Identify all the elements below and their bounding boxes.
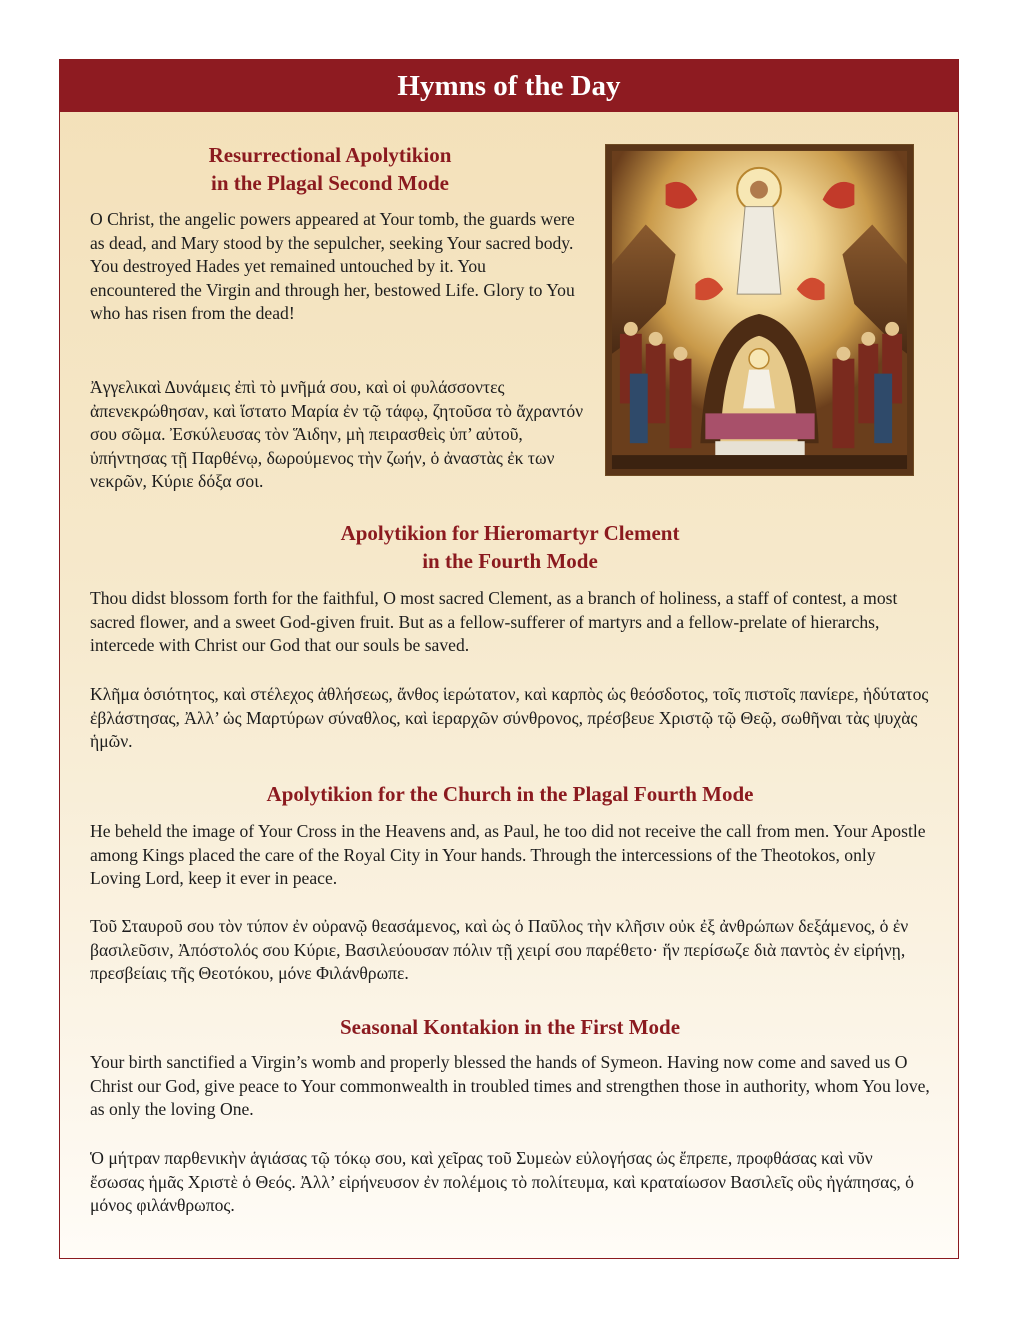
english-text: O Christ, the angelic powers appeared at Your tomb, the guards were as dead, and Mary stood by the sepulcher, seeking Your sacred body. You destroyed Hades yet remained untouched by it. You encountered the Virgin and through her, bestowed Life. Glory to You who has risen from the dead! (90, 209, 575, 324)
section-heading (90, 141, 570, 197)
greek-text: Τοῦ Σταυροῦ σου τὸν τύπον ἐν οὐρανῷ θεασάμενος, καὶ ὡς ὁ Παῦλος τὴν κλῆσιν οὐκ ἐξ ἀνθρώπων δεξάμενος, ὁ ἐν βασιλεῦσιν, Ἀπόστολός σου Κύριε, Βασιλεύουσαν πόλιν τῇ χειρί σου παρέθετο· ἥν περίσωζε διὰ παντὸς ἐν εἰρήνῃ, πρεσβείαις τῆς Θεοτόκου, μόνε Φιλάνθρωπε. (90, 916, 909, 984)
section-heading (60, 519, 960, 575)
english-text: Thou didst blossom forth for the faithful, O most sacred Clement, as a branch of holiness, a staff of contest, a most sacred flower, and a sweet God-given fruit. But as a fellow-sufferer of martyrs and a fellow-prelate of hierarchs, intercede with Christ our God that our souls be saved. (90, 588, 898, 656)
english-text: Your birth sanctified a Virgin’s womb and properly blessed the hands of Symeon. Having now come and saved us O Christ our God, give peace to Your commonwealth in troubled times and strengthen those in authority, whom You love, as only the loving One. (90, 1052, 930, 1120)
section-heading-line: Seasonal Kontakion in the First Mode (339, 1015, 681, 1039)
greek-text: Ἀγγελικαὶ Δυνάμεις ἐπὶ τὸ μνῆμά σου, καὶ οἱ φυλάσσοντες ἀπενεκρώθησαν, καὶ ἵστατο Μαρία ἐν τῷ τάφῳ, ζητοῦσα τὸ ἄχραντόν σου σῶμα. Ἐσκύλευσας τὸν Ἅιδην, μὴ πειρασθεὶς ὑπ’ αὐτοῦ, ὑπήντησας τῇ Παρθένῳ, δωρούμενος τὴν ζωήν, ὁ ἀναστὰς ἐκ των νεκρῶν, Κύριε δόξα σοι. (90, 377, 584, 492)
english-text: He beheld the image of Your Cross in the Heavens and, as Paul, he too did not receive the call from men. Your Apostle among Kings placed the care of the Royal City in Your hands. Through the intercessions of the Theotokos, only Loving Lord, keep it ever in peace. (90, 821, 926, 889)
section-heading (60, 1013, 960, 1041)
section-heading-line: Apolytikion for Hieromartyr Clement (340, 521, 680, 545)
section-heading-line: Apolytikion for the Church in the Plagal Fourth Mode (266, 782, 754, 806)
greek-text: Ὁ μήτραν παρθενικὴν ἁγιάσας τῷ τόκῳ σου, καὶ χεῖρας τοῦ Συμεὼν εὐλογήσας ὡς ἔπρεπε, προφθάσας καὶ νῦν ἔσωσας ἡμᾶς Χριστὲ ὁ Θεός. Ἀλλ’ εἰρήνευσον ἐν πολέμοις τὸ πολίτευμα, καὶ κραταίωσον Βασιλεῖς οὓς ἠγάπησας, ὁ μόνος φιλάνθρωπος. (90, 1148, 914, 1216)
greek-text: Κλῆμα ὁσιότητος, καὶ στέλεχος ἀθλήσεως, ἄνθος ἱερώτατον, καὶ καρπὸς ὡς θεόσδοτος, τοῖς πιστοῖς πανίερε, ἡδύτατος ἐβλάστησας, Ἀλλ’ ὡς Μαρτύρων σύναθλος, καὶ ἱεραρχῶν σύνθρονος, πρέσβευε Χριστῷ τῷ Θεῷ, σωθῆναι τὰς ψυχὰς ἡμῶν. (90, 684, 929, 752)
section-heading-line: in the Plagal Second Mode (210, 171, 449, 195)
section-heading-line: Resurrectional Apolytikion (208, 143, 452, 167)
hymns-panel (59, 59, 959, 1259)
resurrection-icon-illustration (606, 145, 913, 475)
page-title: Hymns of the Day (60, 60, 958, 112)
section-heading (60, 780, 960, 808)
section-heading-line: in the Fourth Mode (422, 549, 598, 573)
resurrection-icon-image (605, 144, 914, 476)
